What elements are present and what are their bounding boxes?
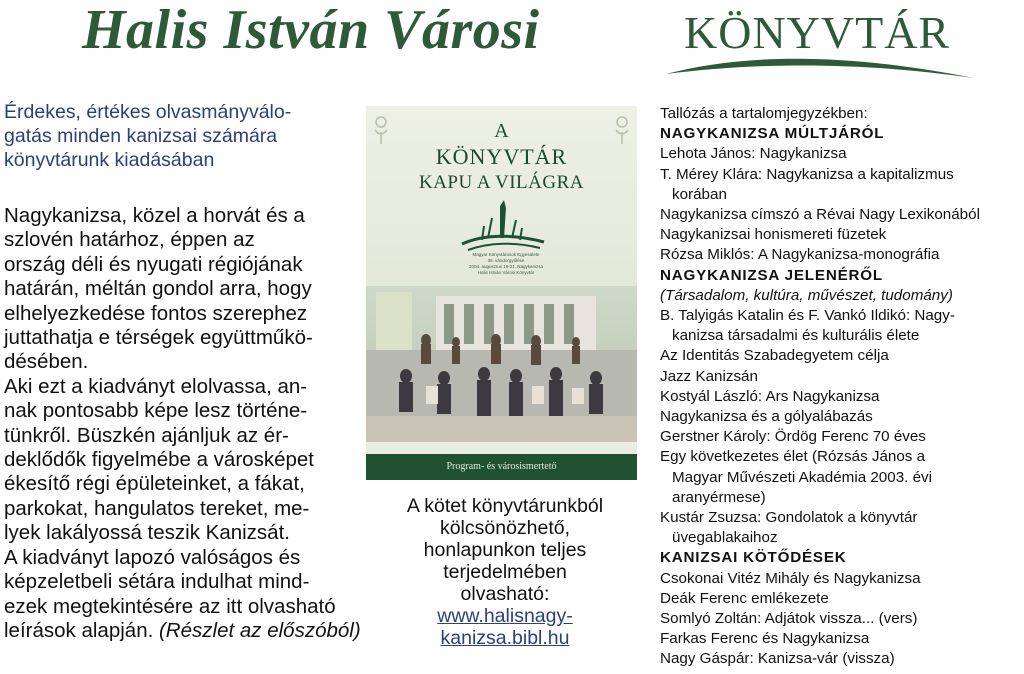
toc-section-heading: NAGYKANIZSA MÚLTJÁRÓL [660, 125, 885, 143]
book-cover [366, 106, 637, 480]
availability-caption [380, 495, 630, 649]
body-line: lyek lakályossá teszik Kanizsát. [4, 521, 290, 545]
logo-text: KÖNYVTÁR [684, 7, 951, 58]
toc-item: Csokonai Vitéz Mihály és Nagykanizsa [660, 569, 921, 587]
toc-section-subtitle: (Társadalom, kultúra, művészet, tudomány) [660, 286, 953, 304]
caption-line: honlapunkon teljes [423, 539, 587, 561]
body-line: deklődők figyelmébe a városképet [4, 448, 314, 472]
toc-item-continued: korában [672, 185, 727, 203]
caption-line: kölcsönözhető, [439, 517, 571, 539]
body-line: Nagykanizsa, közel a horvát és a [4, 204, 305, 227]
body-line: szlovén határhoz, éppen az [4, 228, 255, 252]
body-line: elhelyezkedése fontos szerephez [4, 301, 308, 325]
reeds-illustration-icon [454, 198, 550, 254]
cover-small-line: 2004. augusztus 19-21. Nagykanizsa [468, 264, 544, 269]
toc-intro: Tallózás a tartalomjegyzékben: [660, 105, 868, 122]
article-body [4, 204, 400, 643]
toc-item: Nagy Gáspár: Kanizsa-vár (vissza) [660, 650, 895, 668]
body-last-line [4, 619, 400, 643]
caption-line: A kötet könyvtárunkból [406, 495, 604, 517]
library-title: Halis István Városi [82, 0, 540, 61]
cover-title-subtitle: KAPU A VILÁGRA [418, 172, 584, 193]
body-line: A kiadványt lapozó valóságos és [4, 545, 301, 569]
cover-small-line: Magyar Könyvtárosok Egyesülete [472, 252, 540, 257]
toc-item-continued: Magyar Művészeti Akadémia 2003. évi [672, 468, 933, 486]
cover-title-konyvtar: KÖNYVTÁR [435, 144, 568, 169]
website-link-part[interactable]: kanizsa.bibl.hu [440, 627, 570, 649]
body-line: határán, méltán gondol arra, hogy [4, 277, 312, 301]
cover-photo-crowd [366, 286, 637, 442]
toc-item: Az Identitás Szabadegyetem célja [660, 347, 889, 365]
toc-item: Nagykanizsa és a gólyalábazás [660, 408, 873, 426]
toc-item: Gerstner Károly: Ördög Ferenc 70 éves [660, 428, 926, 446]
website-link-part[interactable]: www.halisnagy- [437, 605, 573, 627]
toc-item: B. Talyigás Katalin és F. Vankó Ildikó: Nagy- [660, 307, 955, 325]
intro-line: gatás minden kanizsai számára [4, 125, 278, 147]
body-line: képzeletbeli sétára indulhat mind- [4, 570, 310, 594]
intro-heading [4, 100, 354, 172]
toc-item: Somlyó Zoltán: Adjátok vissza... (vers) [660, 610, 918, 628]
body-line: ékesítő régi épületeinket, a fákat, [4, 472, 305, 496]
toc-item-continued: kanizsa társadalmi és kulturális élete [672, 327, 920, 345]
cover-title-a: A [494, 120, 509, 142]
website-link-continued[interactable] [380, 627, 630, 649]
body-last-plain: leírások alapján. [4, 618, 159, 642]
website-link[interactable] [380, 605, 630, 627]
cover-footer: Program- és városismertető [366, 454, 637, 480]
body-line: parkokat, hangulatos tereket, me- [4, 496, 310, 520]
toc-item: Jazz Kanizsán [660, 367, 758, 385]
body-line: tünkről. Büszkén ajánljuk az ér- [4, 423, 289, 447]
cover-small-line: Halis István Városi Könyvtár [477, 270, 535, 275]
cover-small-line: 36. vándorgyűlése [487, 258, 525, 263]
caption-line: olvasható: [460, 583, 550, 605]
intro-line: könyvtárunk kiadásában [4, 149, 215, 171]
intro-line: Érdekes, értékes olvasmányválo- [4, 101, 292, 123]
logo-swoosh-icon [662, 2, 977, 82]
body-line: désében. [4, 350, 89, 374]
cover-event-info [456, 252, 556, 276]
body-line: ezek megtekintésére az itt olvasható [4, 594, 336, 618]
body-source-note: (Részlet az előszóból) [158, 618, 361, 642]
toc-section-heading: KANIZSAI KÖTŐDÉSEK [660, 549, 847, 567]
toc-item-continued: aranyérmese) [672, 488, 766, 506]
toc-item: Nagykanizsa címszó a Révai Nagy Lexikonából [660, 206, 980, 224]
toc-item: Egy következetes élet (Rózsás János a [660, 448, 926, 466]
body-line: juttathatja e térségek együttműkö- [4, 326, 313, 350]
toc-item: Kostyál László: Ars Nagykanizsa [660, 387, 880, 405]
toc-item: Rózsa Miklós: A Nagykanizsa-monográfia [660, 246, 940, 264]
toc-item-continued: üvegablakaihoz [672, 529, 778, 547]
toc-item: Nagykanizsai honismereti füzetek [660, 226, 887, 244]
body-line: ország déli és nyugati régiójának [4, 252, 303, 276]
toc-item: Deák Ferenc emlékezete [660, 589, 829, 607]
body-line: Aki ezt a kiadványt elolvassa, an- [4, 374, 308, 398]
library-logo [662, 2, 977, 82]
toc-item: Kustár Zsuzsa: Gondolatok a könyvtár [660, 509, 918, 527]
caption-line: terjedelmében [443, 561, 567, 583]
toc-item: Lehota János: Nagykanizsa [660, 145, 847, 163]
toc-item: Farkas Ferenc és Nagykanizsa [660, 630, 870, 648]
toc-section-heading: NAGYKANIZSA JELENÉRŐL [660, 266, 883, 284]
toc-item: T. Mérey Klára: Nagykanizsa a kapitalizmus [660, 165, 954, 183]
body-line: nak pontosabb képe lesz történe- [4, 399, 308, 423]
table-of-contents [660, 104, 1022, 670]
